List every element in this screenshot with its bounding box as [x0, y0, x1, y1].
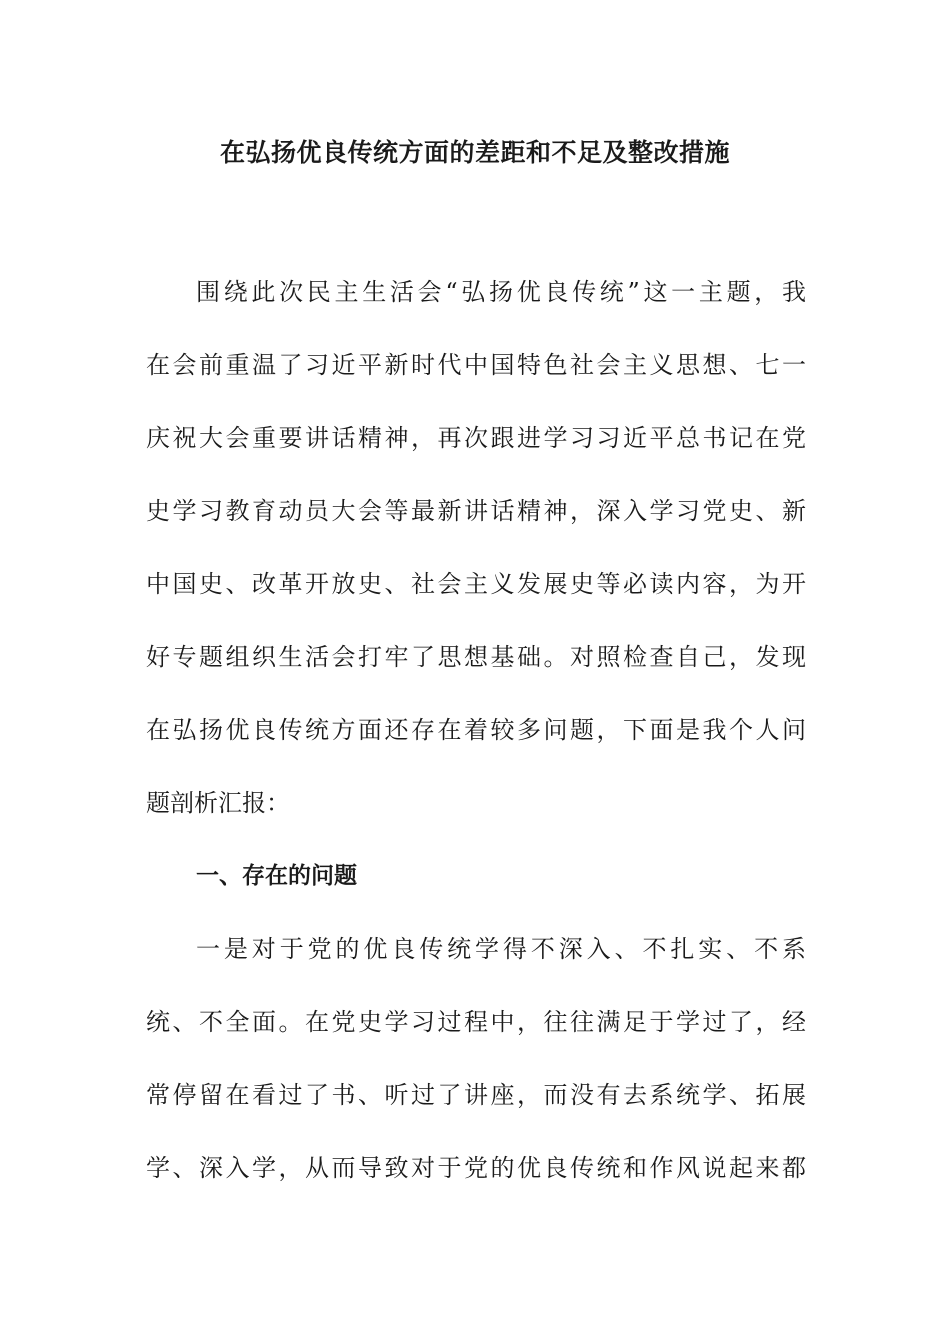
paragraph-line: 史学习教育动员大会等最新讲话精神，深入学习党史、新: [146, 497, 806, 525]
paragraph-line: 中国史、改革开放史、社会主义发展史等必读内容，为开: [146, 570, 806, 598]
document-title: 在弘扬优良传统方面的差距和不足及整改措施: [219, 138, 730, 167]
paragraph-line: 在弘扬优良传统方面还存在着较多问题，下面是我个人问: [146, 716, 806, 744]
section-heading: 一、存在的问题: [196, 863, 357, 889]
paragraph-line: 好专题组织生活会打牢了思想基础。对照检查自己，发现: [146, 643, 806, 671]
paragraph-line: 一是对于党的优良传统学得不深入、不扎实、不系: [196, 935, 806, 963]
paragraph-problems: [146, 919, 806, 1211]
paragraph-line: 学、深入学，从而导致对于党的优良传统和作风说起来都: [146, 1154, 806, 1182]
paragraph-intro: [146, 262, 806, 846]
paragraph-line: 题剖析汇报：: [146, 789, 290, 817]
document-body: [146, 262, 806, 1211]
paragraph-line: 庆祝大会重要讲话精神，再次跟进学习习近平总书记在党: [146, 424, 806, 452]
paragraph-line: 围绕此次民主生活会“弘扬优良传统”这一主题，我: [196, 278, 806, 306]
paragraph-line: 统、不全面。在党史学习过程中，往往满足于学过了，经: [146, 1008, 806, 1036]
paragraph-line: 在会前重温了习近平新时代中国特色社会主义思想、七一: [146, 351, 806, 379]
paragraph-line: 常停留在看过了书、听过了讲座，而没有去系统学、拓展: [146, 1081, 806, 1109]
